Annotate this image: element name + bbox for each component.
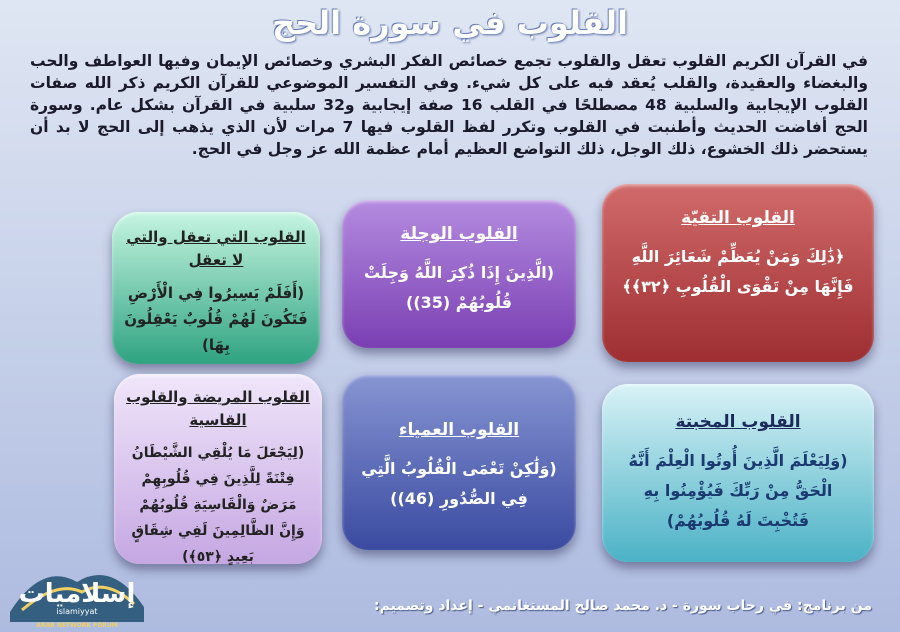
logo-text: إسلاميات (18, 579, 136, 609)
card-sick-hard-hearts (114, 374, 322, 564)
card-reasoning-hearts (112, 212, 320, 364)
logo-subtext: islamiyyat (56, 607, 98, 616)
card-verse: (لِيَجْعَلَ مَا يُلْقِي الشَّيْطَانُ فِتْنَةً لِلَّذِينَ فِي قُلُوبِهِمْ مَرَضٌ وَالْقَاسِيَةِ قُلُوبُهُمْ وَإِنَّ الظَّالِمِينَ لَفِي شِقَاقٍ بَعِيدٍ ﴿٥٣﴾) (131, 445, 305, 565)
card-verse: (الَّذِينَ إِذَا ذُكِرَ اللَّهُ وَجِلَتْ قُلُوبُهُمْ (35)) (363, 263, 555, 312)
card-heading: القلوب العمياء (398, 420, 520, 440)
card-verse: (وَلَٰكِنْ تَعْمَى الْقُلُوبُ الَّتِي فِي الصُّدُورِ (46)) (361, 459, 557, 508)
card-verse: ﴿ذَٰلِكَ وَمَنْ يُعَظِّمْ شَعَائِرَ اللَّهِ فَإِنَّهَا مِنْ تَقْوَى الْقُلُوبِ ﴿٣٢﴾﴾ (622, 247, 854, 296)
card-heading: القلوب المخبتة (675, 412, 801, 432)
logo-tagline: ARAB NETWORK FORUM (36, 622, 118, 629)
page-title: القلوب في سورة الحج (272, 4, 628, 42)
islamiyyat-logo (2, 552, 152, 630)
card-humble-hearts (602, 384, 874, 562)
card-verse: (أَفَلَمْ يَسِيرُوا فِي الْأَرْضِ فَتَكُونَ لَهُمْ قُلُوبٌ يَعْقِلُونَ بِهَا) (124, 284, 308, 354)
card-heading: القلوب الوجلة (400, 224, 518, 244)
card-heading: القلوب التي تعقل والتي لا تعقل (126, 228, 306, 269)
card-fearful-hearts (342, 200, 576, 348)
card-heading: القلوب المريضة والقلوب القاسية (126, 388, 310, 429)
card-heading: القلوب التقيّة (681, 208, 795, 228)
card-blind-hearts (342, 374, 576, 550)
card-verse: (وَلِيَعْلَمَ الَّذِينَ أُوتُوا الْعِلْمَ أَنَّهُ الْحَقُّ مِنْ رَبِّكَ فَيُؤْمِنُوا بِهِ فَتُخْبِتَ لَهُ قُلُوبُهُمْ) (628, 451, 848, 530)
credit-line: من برنامج: في رحاب سورة - د. محمد صالح المستغانمي - إعداد وتصميم: (374, 598, 872, 614)
card-pious-hearts (602, 184, 874, 362)
intro-paragraph: في القرآن الكريم القلوب تعقل والقلوب تجمع خصائص الفكر البشري وخصائص الإيمان وفيها العواطف والحب والبغضاء والعقيدة، والقلب يُعقد فيه على كل شيء. وفي التفسير الموضوعي للقرآن الكريم ذكر الله صفات القلوب الإيجابية والسلبية 48 مصطلحًا في القلب 16 صفة إيجابية و32 سلبية في القرآن بشكل عام. وسورة الحج أفاضت الحديث وأطنبت في القلوب وتكرر لفظ القلوب فيها 7 مرات لأن الذي يذهب إلى الحج لا بد أن يستحضر ذلك الخشوع، ذلك الوجل، ذلك التواضع العظيم أمام عظمة الله عز وجل في الحج. (30, 52, 869, 158)
